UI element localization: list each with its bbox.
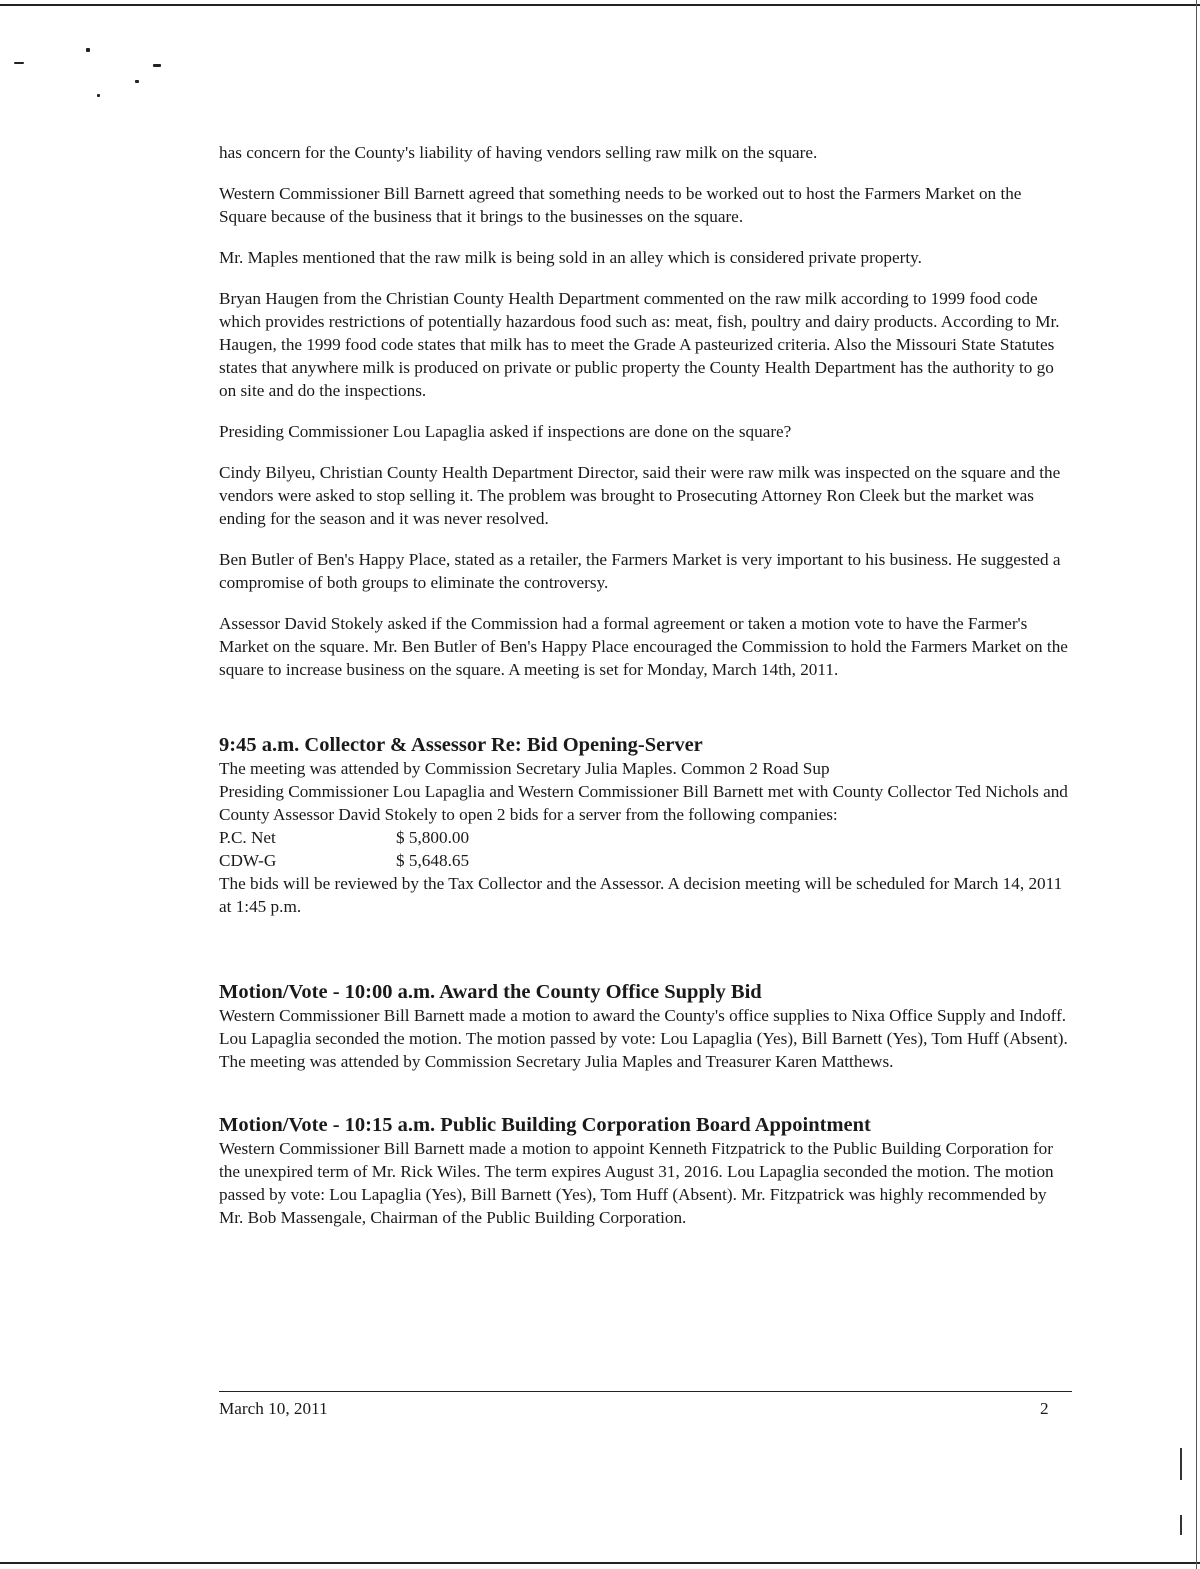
- bid-vendor: CDW-G: [219, 851, 277, 870]
- scan-mark: [1180, 1448, 1182, 1480]
- scan-speck: [14, 62, 24, 64]
- paragraph: Western Commissioner Bill Barnett agreed that something needs to be worked out to host the Farmers Market on the Square because of the business that it brings to the businesses on the square.: [219, 184, 1022, 226]
- paragraph: has concern for the County's liability of having vendors selling raw milk on the square.: [219, 143, 818, 162]
- paragraph: Mr. Maples mentioned that the raw milk is being sold in an alley which is considered private property.: [219, 248, 922, 267]
- scan-speck: [153, 64, 161, 67]
- raw-milk-discussion: [219, 141, 1069, 681]
- paragraph: Ben Butler of Ben's Happy Place, stated as a retailer, the Farmers Market is very important to his business. He suggested a compromise of both groups to eliminate the controversy.: [219, 550, 1061, 592]
- scan-speck: [86, 48, 90, 52]
- scan-border-bottom: [0, 1562, 1200, 1564]
- paragraph: Bryan Haugen from the Christian County Health Department commented on the raw milk according to 1999 food code which provides restrictions of potentially hazardous food such as: meat, fish, poultry and dairy products. According to Mr. Haugen, the 1999 food code states that milk has to meet the Grade A pasteurized criteria. Also the Missouri State Statutes states that anywhere milk is produced on private or public property the County Health Department has the authority to go on site and do the inspections.: [219, 289, 1060, 400]
- scan-border-right: [1196, 0, 1197, 1569]
- attendance-line: The meeting was attended by Commission Secretary Julia Maples. Common 2 Road Sup: [219, 759, 830, 778]
- footer-date: March 10, 2011: [219, 1399, 328, 1418]
- bid-closing: The bids will be reviewed by the Tax Collector and the Assessor. A decision meeting will be scheduled for March 14, 2011 at 1:45 p.m.: [219, 874, 1063, 916]
- bid-intro: Presiding Commissioner Lou Lapaglia and Western Commissioner Bill Barnett met with County Collector Ted Nichols and County Assessor David Stokely to open 2 bids for a server from the following companies:: [219, 782, 1068, 824]
- section-body: Western Commissioner Bill Barnett made a motion to award the County's office supplies to Nixa Office Supply and Indoff. Lou Lapaglia seconded the motion. The motion passed by vote: Lou Lapaglia (Yes), Bill Barnett (Yes), Tom Huff (Absent). The meeting was attended by Commission Secretary Julia Maples and Treasurer Karen Matthews.: [219, 1006, 1068, 1071]
- meeting-minutes-page: [219, 141, 1069, 1229]
- office-supply-section: [219, 980, 1069, 1073]
- scan-mark: [1180, 1515, 1182, 1535]
- bid-amount: $ 5,648.65: [396, 851, 470, 870]
- bid-vendor: P.C. Net: [219, 828, 276, 847]
- page-number: 2: [1040, 1399, 1049, 1418]
- footer-rule: [219, 1391, 1072, 1392]
- paragraph: Presiding Commissioner Lou Lapaglia asked if inspections are done on the square?: [219, 422, 792, 441]
- bid-row: [219, 826, 1069, 849]
- scan-speck: [135, 80, 139, 83]
- scan-border-top: [0, 4, 1200, 6]
- section-heading: Motion/Vote - 10:00 a.m. Award the County Office Supply Bid: [219, 981, 762, 1003]
- paragraph: Assessor David Stokely asked if the Commission had a formal agreement or taken a motion vote to have the Farmer's Market on the square. Mr. Ben Butler of Ben's Happy Place encouraged the Commission to hold the Farmers Market on the square to increase business on the square. A meeting is set for Monday, March 14th, 2011.: [219, 614, 1068, 679]
- bid-row: [219, 849, 1069, 872]
- scan-speck: [97, 94, 100, 97]
- bid-amount: $ 5,800.00: [396, 828, 470, 847]
- paragraph: Cindy Bilyeu, Christian County Health Department Director, said their were raw milk was inspected on the square and the vendors were asked to stop selling it. The problem was brought to Prosecuting Attorney Ron Cleek but the market was ending for the season and it was never resolved.: [219, 463, 1061, 528]
- section-body: Western Commissioner Bill Barnett made a motion to appoint Kenneth Fitzpatrick to the Public Building Corporation for the unexpired term of Mr. Rick Wiles. The term expires August 31, 2016. Lou Lapaglia seconded the motion. The motion passed by vote: Lou Lapaglia (Yes), Bill Barnett (Yes), Tom Huff (Absent). Mr. Fitzpatrick was highly recommended by Mr. Bob Massengale, Chairman of the Public Building Corporation.: [219, 1139, 1054, 1227]
- section-heading: Motion/Vote - 10:15 a.m. Public Building Corporation Board Appointment: [219, 1114, 871, 1136]
- public-building-section: [219, 1113, 1069, 1229]
- bid-opening-section: [219, 733, 1069, 918]
- section-heading: 9:45 a.m. Collector & Assessor Re: Bid Opening-Server: [219, 734, 703, 756]
